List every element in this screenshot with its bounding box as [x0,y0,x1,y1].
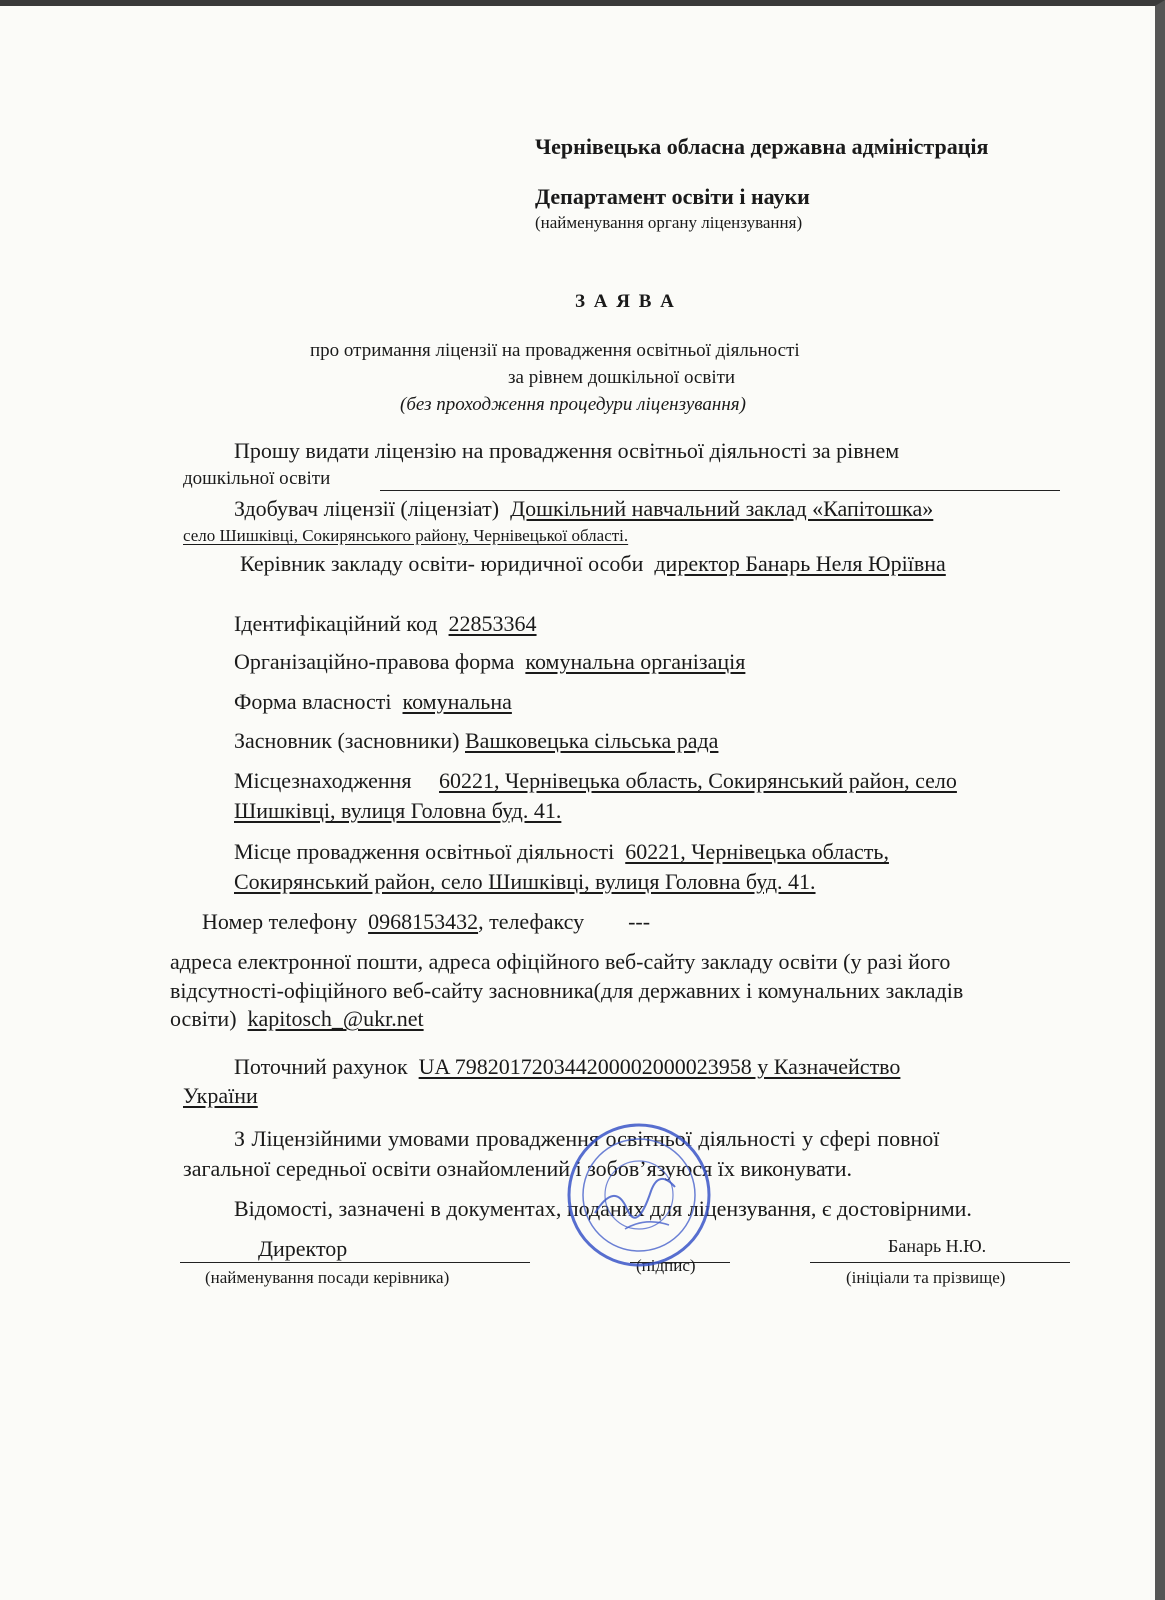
fax-value: --- [628,909,651,934]
id-value: 22853364 [448,611,537,636]
applicant-label: Здобувач ліцензії (ліцензіат) [234,496,500,521]
email-text-2: відсутності-офіційного веб-сайту засновника(для державних і комунальних закладів [170,978,964,1003]
sign-note: (підпис) [636,1256,696,1275]
head-row [240,551,946,577]
name-note: (ініціали та прізвище) [846,1268,1006,1287]
id-row [234,611,537,637]
activity-label: Місце провадження освітньої діяльності [234,839,615,864]
subtitle-3: (без проходження процедури ліцензування) [400,394,746,415]
conditions-2: загальної середньої освіти ознайомлений і зобов’язуюся їх виконувати. [183,1156,853,1181]
activity-value-2: Сокирянський район, село Шишківці, вулиця Головна буд. 41. [234,869,816,894]
accuracy-statement: Відомості, зазначені в документах, поданих для ліцензування, є достовірними. [234,1196,972,1221]
activity-row [234,839,889,865]
ownership-label: Форма власності [234,689,392,714]
ownership-row [234,689,512,715]
legal-form-row [234,649,745,675]
location-value-2: Шишківці, вулиця Головна буд. 41. [234,798,562,823]
email-text-3: освіти) [170,1006,237,1031]
conditions-1: З Ліцензійними умовами провадження освітньої діяльності у сфері повної [234,1126,940,1151]
account-value-1: UA 798201720344200002000023958 у Казначейство [418,1054,901,1079]
position-line [180,1262,530,1263]
activity-value-1: 60221, Чернівецька область, [625,839,889,864]
org-name: Чернівецька обласна державна адміністрація [535,134,989,159]
location-label: Місцезнаходження [234,768,412,793]
account-label: Поточний рахунок [234,1054,408,1079]
request-line-1: Прошу видати ліцензію на провадження освітньої діяльності за рівнем [234,438,900,463]
department-name: Департамент освіти і науки [535,184,810,209]
signer-name: Банарь Н.Ю. [888,1236,987,1256]
applicant-value: Дошкільний навчальний заклад «Капітошка» [510,496,934,521]
id-label: Ідентифікаційний код [234,611,438,636]
subtitle-1: про отримання ліцензії на провадження освітньої діяльності [310,340,800,361]
phone-row [202,909,650,935]
location-row [234,768,957,794]
email-text-1: адреса електронної пошти, адреса офіційного веб-сайту закладу освіти (у разі його [170,949,951,974]
blank-line [380,490,1060,491]
founder-row [234,728,718,754]
email-row [170,1006,424,1032]
location-value-1: 60221, Чернівецька область, Сокирянський район, село [439,768,957,793]
legal-form-label: Організаційно-правова форма [234,649,515,674]
signer-position: Директор [258,1236,348,1261]
email-value: kapitosch_@ukr.net [247,1006,424,1031]
head-value: директор Банарь Неля Юріївна [654,551,946,576]
phone-label: Номер телефону [202,909,358,934]
account-value-2: України [183,1083,258,1108]
phone-value: 0968153432 [368,909,479,934]
legal-form-value: комунальна організація [525,649,746,674]
founder-value: Вашковецька сільська рада [465,728,719,753]
name-line [810,1262,1070,1263]
founder-label: Засновник (засновники) [234,728,460,753]
applicant-location: село Шишківці, Сокирянського району, Чернівецької області. [183,526,629,545]
department-note: (найменування органу ліцензування) [535,213,803,232]
position-note: (найменування посади керівника) [205,1268,450,1287]
applicant-row [234,496,933,522]
fax-label: , телефаксу [478,909,585,934]
ownership-value: комунальна [402,689,512,714]
document-title: З А Я В А [575,291,676,312]
subtitle-2: за рівнем дошкільної освіти [508,367,736,388]
account-row [234,1054,900,1080]
request-line-2: дошкільної освіти [183,468,331,489]
head-label: Керівник закладу освіти- юридичної особи [240,551,644,576]
